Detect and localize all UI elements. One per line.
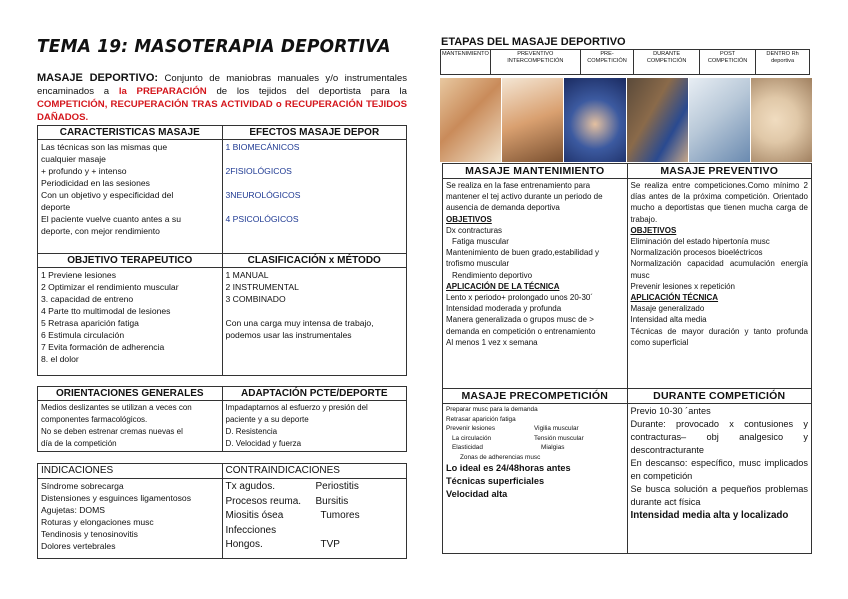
text-line: Normalización procesos bioeléctricos xyxy=(630,248,763,258)
header-orientaciones: ORIENTACIONES GENERALES xyxy=(38,387,223,401)
text-line: Manera generalizada o grupos musc de > demanda en competición o entrenamiento xyxy=(446,315,596,336)
text-line: Mialgias xyxy=(541,444,565,451)
text-line: Distensiones y esguinces ligamentosos xyxy=(41,493,191,503)
contra-row xyxy=(226,480,404,495)
text-line: TVP xyxy=(320,539,340,550)
text-line: Tendinosis y tenosinovitis xyxy=(41,529,138,539)
text-line: Miositis ósea xyxy=(225,510,284,521)
table-indicaciones xyxy=(37,463,407,559)
page-title: TEMA 19: MASOTERAPIA DEPORTIVA xyxy=(37,36,391,58)
text-line: deporte, con mejor rendimiento xyxy=(41,226,160,236)
text-line: D. Resistencia xyxy=(225,427,278,436)
text-line: Tx agudos. xyxy=(225,481,275,492)
header-objetivo: OBJETIVO TERAPEUTICO xyxy=(38,254,223,268)
text-line: Con una carga muy intensa de trabajo, podemos usar las instrumentales xyxy=(225,318,374,340)
table-mantenimiento-preventivo xyxy=(442,163,812,389)
text-line: Preparar musc para la demanda xyxy=(446,406,538,413)
text-line: Al menos 1 vez x semana xyxy=(446,337,538,347)
text-line: 3. capacidad de entreno xyxy=(41,294,134,304)
text-line: cualquier masaje xyxy=(41,154,106,164)
header-preventivo: MASAJE PREVENTIVO xyxy=(627,164,812,179)
text-line: El paciente vuelve cuanto antes a su xyxy=(41,214,181,224)
text-line: La circulación xyxy=(452,434,492,442)
stage-dentro: DENTRO Rh deportiva xyxy=(756,50,810,75)
header-mantenimiento: MASAJE MANTENIMIENTO xyxy=(443,164,628,179)
text-line: 2 Optimizar el rendimiento muscular xyxy=(41,282,179,292)
text-line: 2FISIOLÓGICOS xyxy=(225,166,292,176)
text-line: Bursitis xyxy=(315,495,349,507)
text-line: 3 COMBINADO xyxy=(225,294,286,304)
text-line: día de la competición xyxy=(41,439,117,448)
table-orientaciones xyxy=(37,386,407,452)
text-line: Velocidad alta xyxy=(446,489,508,499)
text-line: Con un objetivo y especificidad del xyxy=(41,190,174,200)
text-line: Intensidad media alta y localizado xyxy=(630,510,789,521)
header-efectos: EFECTOS MASAJE DEPOR xyxy=(222,126,407,140)
intro-text-2: de los tejidos del deportista para la xyxy=(216,86,408,97)
text-line: Prevenir lesiones x repetición xyxy=(630,281,735,291)
header-clasificacion: CLASIFICACIÓN x MÉTODO xyxy=(222,254,407,268)
text-line: 2 INSTRUMENTAL xyxy=(225,282,299,292)
photo-massage-1 xyxy=(440,78,501,162)
text-line: Lento x periodo+ prolongado unos 20-30´ xyxy=(446,293,593,303)
photo-massage-2 xyxy=(502,78,563,162)
cell-contraindicaciones xyxy=(222,479,407,559)
text-line: 3NEUROLÓGICOS xyxy=(225,190,301,200)
text-line: Vigilia muscular xyxy=(534,425,579,432)
text-line: D. Velocidad y fuerza xyxy=(225,439,302,448)
photo-strip xyxy=(440,78,812,162)
cell-objetivo xyxy=(38,268,223,376)
cell-adaptacion xyxy=(222,401,407,452)
text-line: Normalización capacidad acumulación energía musc xyxy=(630,259,808,280)
section-label: OBJETIVOS xyxy=(630,225,677,235)
intro-highlight-1: la PREPARACIÓN xyxy=(118,86,207,97)
cell-durante xyxy=(627,404,812,554)
text-line: Retrasar aparición fatiga xyxy=(446,415,516,423)
cell-preventivo xyxy=(627,179,812,389)
contra-row xyxy=(226,495,404,510)
text-line: Intensidad moderada y profunda xyxy=(446,304,562,314)
pair-row xyxy=(446,443,624,453)
text-line: En descanso: específico, musc implicados en competición xyxy=(630,458,808,481)
text-line: paciente y a su deporte xyxy=(225,415,309,424)
cell-efectos xyxy=(222,140,407,254)
text-line: 1 Previene lesiones xyxy=(41,270,117,280)
stages-table xyxy=(440,49,810,75)
text-line: Rendimiento deportivo xyxy=(452,270,533,280)
text-line: Síndrome sobrecarga xyxy=(41,481,124,491)
text-line: Agujetas: DOMS xyxy=(41,505,105,515)
header-adaptacion: ADAPTACIÓN PCTE/DEPORTE xyxy=(222,387,407,401)
text-line: Se busca solución a pequeños problemas durante act física xyxy=(630,484,808,507)
text-line: Tensión muscular xyxy=(534,434,584,442)
text-line: Roturas y elongaciones musc xyxy=(41,517,154,527)
text-line: Técnicas de mayor duración y tanto profunda como superficial xyxy=(630,326,808,347)
text-line: Dx contracturas xyxy=(446,225,503,235)
text-line: Fatiga muscular xyxy=(452,237,509,247)
text-line: Eliminación del estado hipertonía musc xyxy=(630,237,770,247)
cell-orientaciones xyxy=(38,401,223,452)
text-line: Periodicidad en las sesiones xyxy=(41,178,150,188)
text-line: Impadaptarnos al esfuerzo y presión del xyxy=(225,403,368,412)
text-line: Elasticidad xyxy=(452,444,483,451)
text-line: Se realiza entre competiciones.Como mínimo 2 días antes de la próxima competición. Orientado mucho a deportistas que tienen mucha carga de trabajo. xyxy=(630,181,808,224)
cell-precompeticion xyxy=(443,404,628,554)
pair-row xyxy=(446,434,624,444)
contra-row xyxy=(226,538,404,553)
section-label: OBJETIVOS xyxy=(446,214,492,224)
header-contraindicaciones: CONTRAINDICACIONES xyxy=(222,464,407,479)
text-line: Lo ideal es 24/48horas antes xyxy=(446,463,571,473)
intro-text-1: Conjunto de maniobras manuales y/o instrumentales encaminados a xyxy=(37,73,407,97)
text-line: Las técnicas son las mismas que xyxy=(41,142,168,152)
text-line: deporte xyxy=(41,202,71,212)
cell-indicaciones xyxy=(38,479,223,559)
section-label: APLICACIÓN TÉCNICA xyxy=(630,293,719,303)
stage-preventivo: PREVENTIVO INTERCOMPETICIÓN xyxy=(490,50,580,75)
cell-clasificacion xyxy=(222,268,407,376)
text-line: 1 BIOMECÁNICOS xyxy=(225,142,300,152)
intro-highlight-2: COMPETICIÓN, RECUPERACIÓN TRAS ACTIVIDAD o RECUPERACIÓN TEJIDOS DAÑADOS. xyxy=(37,99,407,123)
text-line: + profundo y + intenso xyxy=(41,166,127,176)
text-line: 5 Retrasa aparición fatiga xyxy=(41,318,139,328)
text-line: 8. el dolor xyxy=(41,354,79,364)
text-line: Mantenimiento de buen grado,estabilidad y trofismo muscular xyxy=(446,248,599,269)
header-precompeticion: MASAJE PRECOMPETICIÓN xyxy=(443,389,628,404)
text-line: Tumores xyxy=(320,510,360,521)
photo-massage-5 xyxy=(689,78,750,162)
header-durante: DURANTE COMPETICIÓN xyxy=(627,389,812,404)
section-label: APLICACIÓN DE LA TÉCNICA xyxy=(446,281,560,291)
intro-paragraph xyxy=(37,72,407,124)
text-line: 7 Evita formación de adherencia xyxy=(41,342,165,352)
text-line: componentes farmacológicos. xyxy=(41,415,148,424)
text-line: 4 Parte tto multimodal de lesiones xyxy=(41,306,171,316)
text-line: 6 Estimula circulación xyxy=(41,330,125,340)
photo-massage-6 xyxy=(751,78,812,162)
text-line: Prevenir lesiones xyxy=(446,425,496,432)
stage-mantenimiento: MANTENIMIENTO xyxy=(441,50,491,75)
text-line: Intensidad alta media xyxy=(630,315,707,325)
contra-row xyxy=(226,524,404,539)
stage-precompeticion: PRE-COMPETICIÓN xyxy=(580,50,633,75)
etapas-title: ETAPAS DEL MASAJE DEPORTIVO xyxy=(441,36,626,48)
text-line: Periostitis xyxy=(315,481,359,492)
photo-massage-4 xyxy=(627,78,688,162)
text-line: Procesos reuma. xyxy=(225,495,302,507)
intro-label: MASAJE DEPORTIVO: xyxy=(37,72,159,84)
header-indicaciones: INDICACIONES xyxy=(38,464,223,479)
text-line: Medios deslizantes se utilizan a veces con xyxy=(41,403,192,412)
cell-caracteristicas xyxy=(38,140,223,254)
text-line: Se realiza en la fase entrenamiento para mantener el tej activo durante un periodo de ausencia de demanda deportiva xyxy=(446,181,603,213)
table-precompeticion-durante xyxy=(442,388,812,554)
stage-post: POST COMPETICIÓN xyxy=(700,50,756,75)
table-objetivo xyxy=(37,253,407,376)
stage-durante: DURANTE COMPETICIÓN xyxy=(634,50,700,75)
cell-mantenimiento xyxy=(443,179,628,389)
text-line: No se deben estrenar cremas nuevas el xyxy=(41,427,183,436)
text-line: Técnicas superficiales xyxy=(446,476,545,486)
text-line: 1 MANUAL xyxy=(225,270,269,280)
pair-row xyxy=(446,424,624,434)
text-line: Durante: provocado x contusiones y contracturas– obj analgesico y descontracturante xyxy=(630,419,808,455)
contra-row xyxy=(226,509,404,524)
text-line: Infecciones xyxy=(225,524,277,536)
text-line: Dolores vertebrales xyxy=(41,541,116,551)
table-caracteristicas xyxy=(37,125,407,254)
text-line: Zonas de adherencias musc xyxy=(460,453,541,461)
photo-massage-3 xyxy=(564,78,625,162)
header-caracteristicas: CARACTERISTICAS MASAJE xyxy=(38,126,223,140)
text-line: 4 PSICOLÓGICOS xyxy=(225,214,299,224)
text-line: Hongos. xyxy=(225,539,263,550)
text-line: Previo 10-30 ´antes xyxy=(630,406,711,416)
text-line: Masaje generalizado xyxy=(630,304,705,314)
